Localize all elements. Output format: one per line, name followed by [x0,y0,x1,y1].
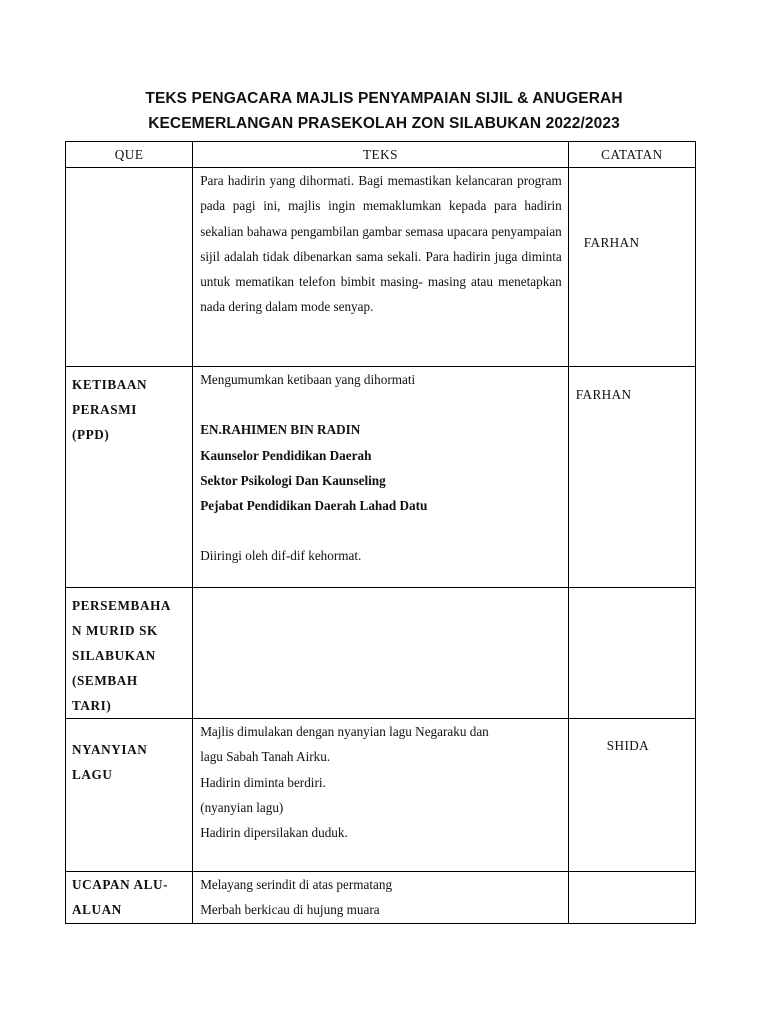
que-cell [66,872,193,924]
teks-cell [193,168,569,367]
catatan-cell [568,168,695,367]
document-title [0,86,768,136]
que-cell [66,168,193,367]
teks-cell [193,872,569,924]
que-line: PERASMI [72,402,138,417]
teks-line: Majlis dimulakan dengan nyanyian lagu Negaraku dan [200,724,489,739]
header-que: QUE [66,142,193,168]
catatan-cell [568,588,695,719]
teks-line: lagu Sabah Tanah Airku. [200,749,331,765]
que-line: PERSEMBAHA [72,598,172,613]
que-line: NYANYIAN [72,742,148,757]
teks-line: Melayang serindit di atas permatang [200,877,393,892]
header-teks: TEKS [193,142,569,168]
que-line: TARI) [72,698,112,713]
teks-line: EN.RAHIMEN BIN RADIN [200,422,361,438]
teks-line: Sektor Psikologi Dan Kaunseling [200,472,386,488]
teks-line: Pejabat Pendidikan Daerah Lahad Datu [200,498,428,514]
title-line-2: KECEMERLANGAN PRASEKOLAH ZON SILABUKAN 2022/2023 [148,115,620,132]
teks-line: Diiringi oleh dif-dif kehormat. [200,548,362,564]
table-row [66,168,696,367]
teks-paragraph: Para hadirin yang dihormati. Bagi memastikan kelancaran program pada pagi ini, majlis ingin memaklumkan kepada para hadirin sekalian bahawa pengambilan gambar semasa upacara penyampaian sijil adalah tidak dibenarkan sama sekali. Para hadirin juga diminta untuk mematikan telefon bimbit masing- masing atau menetapkan nada dering dalam mode senyap. [200,173,562,315]
catatan-cell [568,367,695,588]
table-row [66,588,696,719]
teks-line: Hadirin dipersilakan duduk. [200,825,348,841]
que-cell [66,719,193,872]
table-header-row [66,142,696,168]
que-line: (PPD) [72,427,110,442]
catatan-cell [568,872,695,924]
program-script-table [65,141,696,924]
teks-cell [193,367,569,588]
teks-line: Kaunselor Pendidikan Daerah [200,447,372,463]
teks-cell [193,588,569,719]
header-catatan: CATATAN [568,142,695,168]
teks-line: (nyanyian lagu) [200,799,284,815]
catatan-name: SHIDA [606,738,650,753]
que-line: (SEMBAH [72,673,138,688]
teks-line: Merbah berkicau di hujung muara [200,902,380,918]
teks-line: Mengumumkan ketibaan yang dihormati [200,372,416,387]
table-row [66,872,696,924]
que-line: UCAPAN ALU- [72,877,169,892]
title-line-1: TEKS PENGACARA MAJLIS PENYAMPAIAN SIJIL & ANUGERAH [145,90,623,107]
que-line: ALUAN [72,902,122,917]
teks-cell [193,719,569,872]
que-cell [66,367,193,588]
que-cell [66,588,193,719]
que-line: LAGU [72,767,113,782]
table-row [66,719,696,872]
catatan-cell [568,719,695,872]
teks-line: Hadirin diminta berdiri. [200,774,326,790]
catatan-name: FARHAN [575,387,632,402]
que-line: KETIBAAN [72,377,148,392]
table-row [66,367,696,588]
que-line: N MURID SK [72,623,158,638]
catatan-name: FARHAN [583,235,640,250]
que-line: SILABUKAN [72,648,156,663]
